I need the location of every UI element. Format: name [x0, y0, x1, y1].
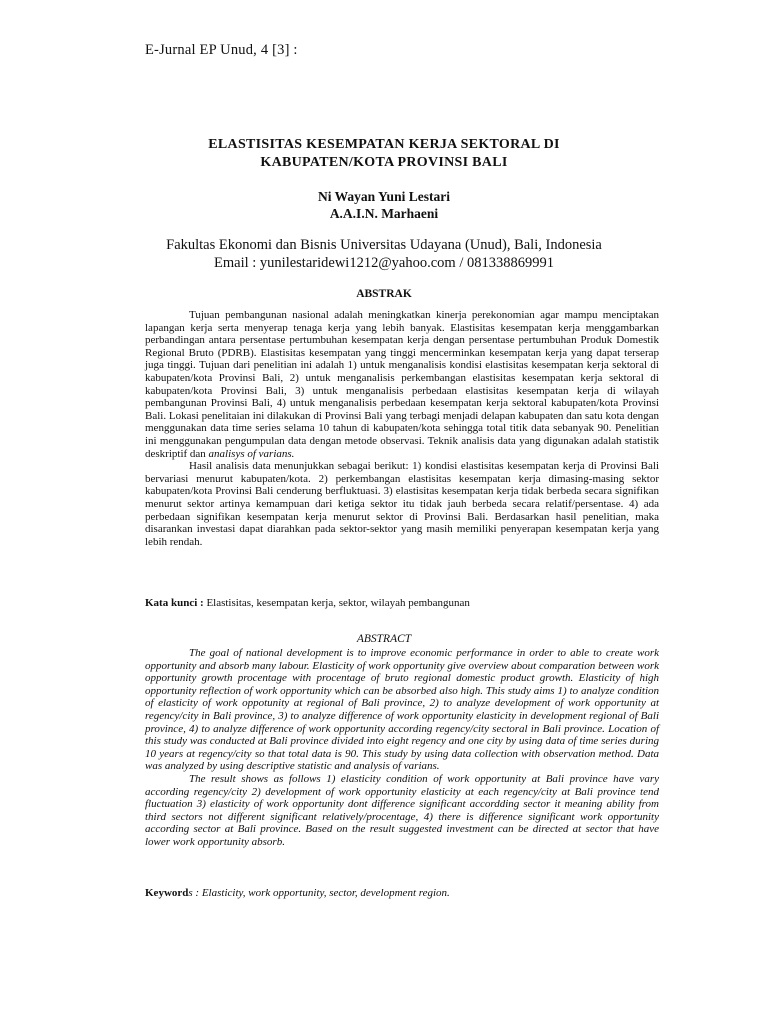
keywords: [145, 887, 450, 899]
author-list: [0, 188, 768, 222]
keywords-label-rest: s: [188, 887, 193, 899]
abstract-paragraph-2: The result shows as follows 1) elasticity condition of work opportunity at Bali province have vary according regency/city 2) development of work opportunity elasticity at each regency/city at Bali province tend fluctuation 3) elasticity of work opportunity dont difference significant accordding sector it meaning ability from third sectors not different significant relatively/procentage, 4) there is difference significant work opportunity according sector at Bali province. Based on the result suggested investment can be directed at sector that have lower work opportunity absorb.: [145, 772, 659, 848]
keywords-text: : Elasticity, work opportunity, sector, development region.: [192, 887, 450, 899]
title-line-1: ELASTISITAS KESEMPATAN KERJA SEKTORAL DI: [208, 137, 560, 152]
abstrak-paragraph-1: [145, 309, 659, 460]
abstrak-paragraph-1-text: Tujuan pembangunan nasional adalah meningkatkan kinerja perekonomian agar mampu menciptakan lapangan kerja serta menyerap tenaga kerja yang lebih banyak. Elastisitas kesempatan kerja menggambarkan perbandingan antara persentase pertumbuhan kesempatan kerja dengan persentase pertumbuhan Produk Domestik Regional Bruto (PDRB). Elastisitas kesempatan yang tinggi mencerminkan kesempatan kerja yang dapat terserap juga tinggi. Tujuan dari penelitian ini adalah 1) untuk menganalisis kondisi elastisitas kesempatan kerja sektoral di kabupaten/kota Provinsi Bali, 2) untuk menganalisis perkembangan elastisitas kesempatan kerja sektoral di kabupaten/kota Provinsi Bali, 3) untuk menganalisis perbedaan elastisitas kesempatan kerja di wilayah pembangunan Provinsi Bali, 4) untuk menganalisis perbedaan kesempatan kerja sektoral kabupaten/kota Provinsi Bali. Lokasi penelitaian ini dilakukan di Provinsi Bali yang terbagi menjadi delapan kabupaten dan satu kota dengan menggunakan data time series selama 10 tahun di kabupaten/kota sehingga total titik data sebanyak 90. Penelitian ini menggunakan pengumpulan data dengan metode observasi. Teknik analisis data yang digunakan adalah statistik deskriptif dan: [145, 309, 659, 460]
abstract-body: [145, 647, 659, 849]
abstrak-body: [145, 309, 659, 548]
paper-title: [0, 136, 768, 172]
abstrak-paragraph-1-italic: analisys of varians.: [208, 447, 295, 460]
journal-header: E-Jurnal EP Unud, 4 [3] :: [145, 42, 298, 58]
affiliation-block: [0, 237, 768, 272]
author-1: Ni Wayan Yuni Lestari: [318, 189, 450, 204]
kata-kunci-text: Elastisitas, kesempatan kerja, sektor, wilayah pembangunan: [203, 597, 470, 609]
keywords-label-bold: Keyword: [145, 887, 189, 899]
title-line-2: KABUPATEN/KOTA PROVINSI BALI: [260, 155, 508, 170]
author-2: A.A.I.N. Marhaeni: [329, 206, 439, 221]
affiliation-institution: Fakultas Ekonomi dan Bisnis Universitas Udayana (Unud), Bali, Indonesia: [166, 237, 602, 253]
abstract-paragraph-1: The goal of national development is to improve economic performance in order to able to create work opportunity and absorb many labour. Elasticity of work opportunity give overview about comparation between work opportunity growth procentage with procentage of bruto regional domestic product growth. Elasticity of high opportunity reflection of work opportunity which can be absorbed also high. This study aims 1) to analyze condition of elasticity of work oppotunity at regional of Bali province, 2) to analyze development of work opportunity at regency/city in Bali province, 3) to analyze difference of work opportunity elasticity in development regional of Bali province, 4) to analyze difference of work opportunity according regency/city sectoral in Bali province. Location of this study was conducted at Bali province divided into eight regency and one city by using data of time series during 10 years at regency/city so that total data is 90. This study by using data collection with observation method. Data was analyzed by using descriptive statistic and analysis of varians.: [145, 647, 659, 773]
affiliation-email: Email : yunilestaridewi1212@yahoo.com / 081338869991: [214, 254, 554, 271]
kata-kunci: [145, 597, 470, 609]
abstrak-heading: ABSTRAK: [356, 288, 412, 300]
kata-kunci-label: Kata kunci :: [145, 597, 204, 609]
abstrak-paragraph-2: Hasil analisis data menunjukkan sebagai berikut: 1) kondisi elastisitas kesempatan kerja di Provinsi Bali bervariasi menurut kabupaten/kota. 2) perkembangan elastisitas kesempatan kerja dimasing-masing sektor kabupaten/kota Provinsi Bali cenderung berfluktuasi. 3) elastisitas kesempatan kerja tidak berbeda secara signifikan menurut sektor artinya kemampuan dari ketiga sektor itu tidak jauh berbeda secara relatif/persentase. 4) ada perbedaan signifikan kesempatan kerja menurut sektor di Provinsi Bali. Berdasarkan hasil penelitian, maka disarankan investasi dapat diarahkan pada sektor-sektor yang masih memiliki penyerapan kesempatan kerja yang lebih rendah.: [145, 460, 659, 548]
abstract-heading: ABSTRACT: [356, 633, 412, 645]
